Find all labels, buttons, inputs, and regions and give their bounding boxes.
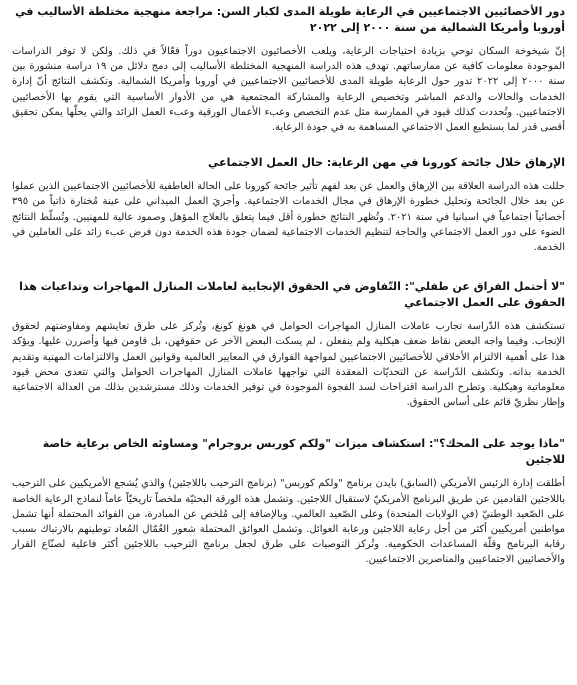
article-abstract: أطلقت إدارة الرئيس الأمريكي (السابق) بايدن برنامج "ولكم كوربس" (برنامج الترحيب باللاجئين) والذي يُشجع الأمريكيين على الترحيب باللاجئين القادمين عن طريق البرنامج الأمريكيّ لاستقبال اللاجئين. وتشمل هذه الورقة البحثيّة ملخصاً تاريخيّاً عاماً لنماذج الرعاية الخاصة على الصّعيد الوطنيّ (في الولايات المتحدة) وعلى الصّعيد العالمي. وبالإضافة إلى مُلخص عن المبادرة، من الفوائد المحتملة أنها تشمل مواطنين أمريكيين أكثر من أجل رعاية اللاجئين ورعاية العوائل. وتشمل العوائق المحتملة شعور العُمّال المُعاد توطينهم بالارتباك بسبب رقابة البرنامج وقلّة المساعدات الحكومية. وتُركز التوصيات على طرق لجعل برنامج الترحيب باللاجئين أكثر فاعلية لصنّاع القرار والأخصائيين الاجتماعيين والمناصرين الاجتماعيين.	[12, 478, 565, 566]
article-long-term-care	[12, 4, 565, 135]
article-title: "ماذا يوجد على المحك؟": استكشاف ميزات "ولكم كوربس بروجرام" ومساوئه الخاص برعاية خاصة للاجئين	[42, 437, 565, 467]
article-abstract: تستكشف هذه الدّراسة تجارب عاملات المنازل المهاجرات الحوامل في هونغ كونغ، وتُركز على طرق تعايشهم ومفاوضتهم لحقوق الإنجاب. وفيما واجه البعض نقاط ضعف هيكلية ولم ينفعلن ، لم يسكت البعض الآخر عن حقوقهن، بل قاومن فيها وأصررن عليها. ويؤكد هذا على أهمية الالتزام الأخلاقي للأخصائيين الاجتماعيين لمواجهة الفوارق في المعايير العالمية وقوانين العمل والالتزامات المهنية وتقديم الخدمة بذاته. وتكشف الدّراسة عن التحديّات المعقدة التي تواجهها عاملات المنازل المهاجرات الحوامل والتي تتعدى محض قيود معلوماتية وهيكلية. وتطرح الدراسة اقتراحات لسد الفجوة الموجودة في توفير الخدمات وذلك مسترشدين بذلك من العدالة الاجتماعية وإطار نظريّ قائم على أساس الحقوق.	[12, 321, 565, 409]
article-abstract: إنّ شيخوخة السكان توحي بزيادة احتياجات الرعاية، ويلعب الأخصائيون الاجتماعيون دوراً فعّالاً في ذلك. ولكن لا توفر الدراسات الموجودة معلومات كافية عن ممارساتهم. تهدف هذه الدراسة المنهجية المختلطة الأساليب إلى دمج دلائل من ١٩ دراسة منشورة بين سنة ٢٠٠٠ إلى ٢٠٢٢ تدور حول الرعاية طويلة المدى للأخصائيين الاجتماعيين في أوروبا وأمريكا الشمالية. وتكشف النتائج أنّ إدارة الخدمات والحالات والدعم المباشر وتخصيص الرعاية والمشاركة المجتمعية هي من الأدوار الأساسية التي يقوم بها الأخصائيين الاجتماعيين. وتُحددت كذلك قيود في الممارسة مثل عدم التخصص وعبء الأعمال الورقية وعبء العمل الزائد والتي يحلّها يمكن تحقيق أقصى قدر لما يستطيع العمل الاجتماعي المساهمة به في جودة الرعاية.	[12, 46, 565, 134]
article-title: الإرهاق خلال جائحة كورونا في مهن الرعاية: حال العمل الاجتماعي	[207, 156, 565, 170]
article-abstract: حللت هذه الدراسة العلاقة بين الإرهاق والعمل عن بعد لفهم تأثير جائحة كورونا على الحالة العاطفية للأخصائيين الاجتماعيين الذين عملوا عن بعد خلال الجائحة وتحليل خطورة الإرهاق في مجال الخدمات الاجتماعية. وأجريَ العمل الميداني على عينة مُختارة ذاتياً من ٣٩٥ أخصائياً اجتماعياً في اسبانيا في سنة ٢٠٢١. وتُظهر النتائج خطورة أقل فيما يتعلق بالعلاج المؤهل وصمود عالية للمهنيين. وتُسلّط النتائج الضوء على دور العمل الاجتماعي والحاجة لتنظيم الخدمات الاجتماعية لضمان جودة هذه الخدمة دون فرض عبء زائد على العاملين في الخدمة.	[12, 181, 566, 254]
article-welcome-corps	[12, 436, 565, 567]
article-covid-burnout	[12, 155, 565, 255]
article-title: "لا أحتمل الفراق عن طفلي": التّفاوض في الحقوق الإنجابية لعاملات المنازل المهاجرات وتداعيات هذا الحقوق على العمل الاجتماعي	[19, 280, 565, 310]
article-reproductive-rights	[12, 279, 565, 410]
article-title: دور الأخصائيين الاجتماعيين في الرعاية طويلة المدى لكبار السن: مراجعة منهجية مختلطة الأساليب في أوروبا وأمريكا الشمالية من سنة ٢٠٠٠ إلى ٢٠٢٢	[15, 5, 565, 34]
